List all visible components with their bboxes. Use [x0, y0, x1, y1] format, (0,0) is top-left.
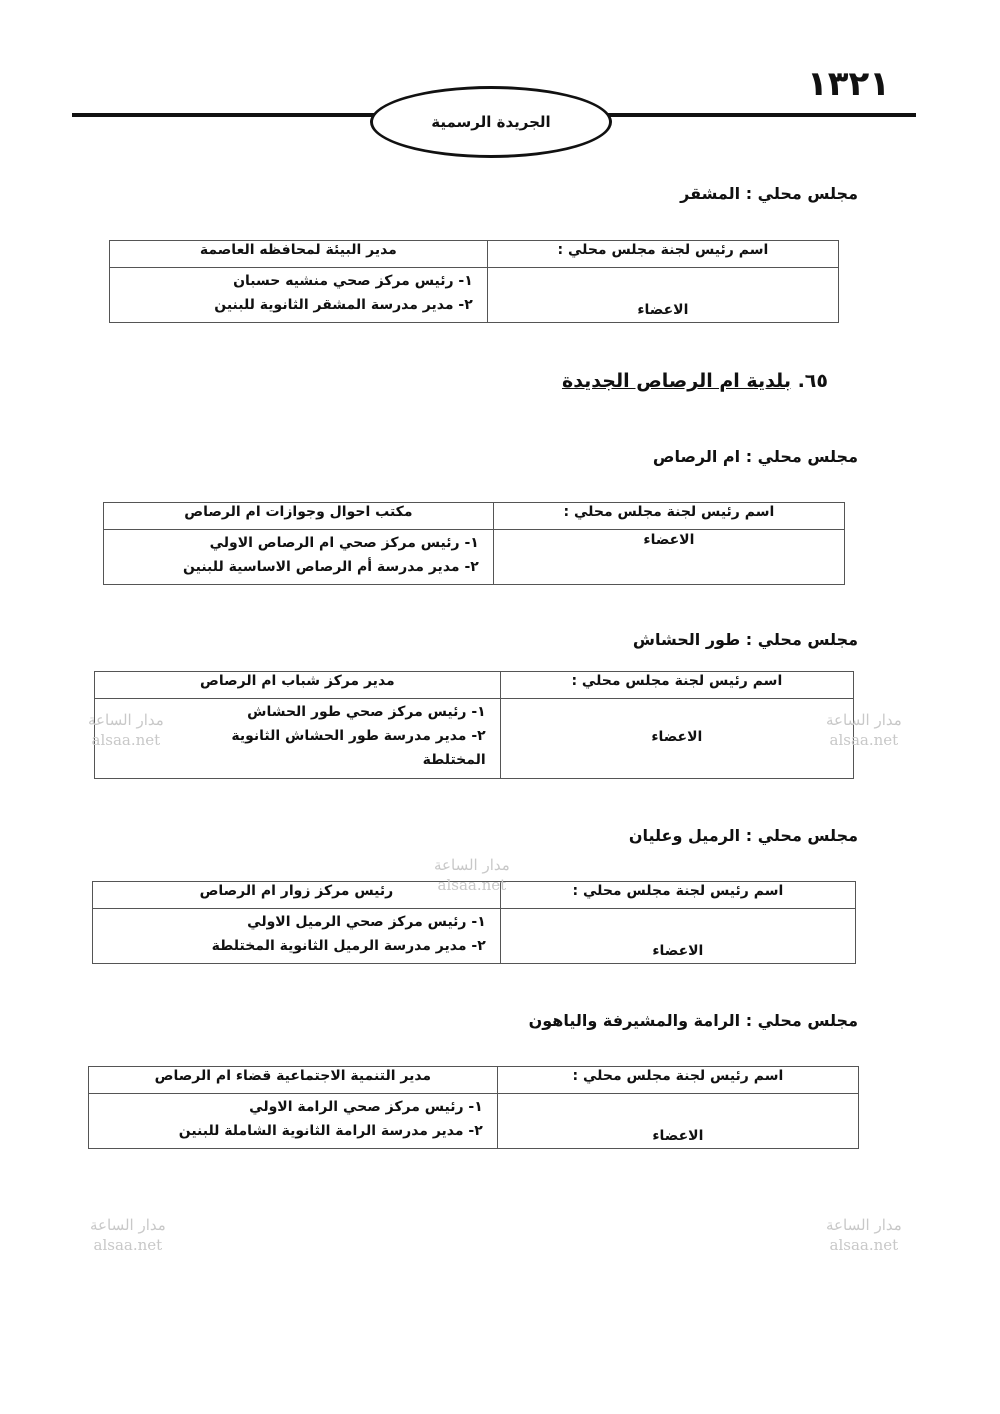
members-list: [93, 909, 501, 964]
watermark-line: alsaa.net: [93, 1236, 163, 1254]
council-table: [88, 1066, 859, 1149]
members-label: الاعضاء: [500, 909, 855, 964]
chair-label: اسم رئيس لجنة مجلس محلي :: [500, 882, 855, 909]
chair-value: مدير مركز شباب ام الرصاص: [95, 672, 501, 699]
member-item: ١- رئيس مركز صحي طور الحشاش: [247, 704, 486, 720]
watermark-line: alsaa.net: [437, 876, 507, 894]
chair-label: اسم رئيس لجنة مجلس محلي :: [487, 241, 838, 268]
members-label: الاعضاء: [493, 530, 844, 585]
section-heading: [562, 370, 828, 392]
watermark-line: مدار الساعة: [88, 711, 164, 729]
members-list: [89, 1094, 498, 1149]
members-label: الاعضاء: [497, 1094, 858, 1149]
chair-label: اسم رئيس لجنة مجلس محلي :: [493, 503, 844, 530]
member-item: ٢- مدير مدرسة طور الحشاش الثانوية: [231, 728, 486, 744]
page-number: ١٣٢١: [806, 64, 890, 104]
chair-value: رئيس مركز زوار ام الرصاص: [93, 882, 501, 909]
chair-label: اسم رئيس لجنة مجلس محلي :: [497, 1067, 858, 1094]
publication-title-oval: [370, 86, 612, 158]
members-list: [104, 530, 494, 585]
member-item: ١- رئيس مركز صحي منشيه حسبان: [233, 273, 473, 289]
section-name: بلدية ام الرصاص الجديدة: [561, 370, 791, 392]
chair-value: مكتب احوال وجوازات ام الرصاص: [104, 503, 494, 530]
section-number: ٦٥.: [797, 370, 828, 392]
chair-value: مدير التنمية الاجتماعية قضاء ام الرصاص: [89, 1067, 498, 1094]
council-title: مجلس محلي : ام الرصاص: [652, 447, 858, 466]
watermark-line: alsaa.net: [829, 731, 899, 749]
member-item: ١- رئيس مركز صحي الرميل الاولي: [247, 914, 486, 930]
member-item: ٢- مدير مدرسة أم الرصاص الاساسية للبنين: [183, 559, 479, 575]
member-item: ٢- مدير مدرسة الرميل الثانوية المختلطة: [211, 938, 486, 954]
watermark-line: مدار الساعة: [90, 1216, 166, 1234]
members-list: [110, 268, 488, 323]
watermark: [90, 1215, 166, 1255]
watermark-line: مدار الساعة: [826, 1216, 902, 1234]
publication-title: الجريدة الرسمية: [431, 113, 551, 131]
watermark: [434, 855, 510, 895]
chair-value: مدير البيئة لمحافظه العاصمة: [110, 241, 488, 268]
watermark: [88, 710, 164, 750]
council-title: مجلس محلي : طور الحشاش: [632, 630, 858, 649]
member-item: ١- رئيس مركز صحي الرامة الاولي: [249, 1099, 483, 1115]
watermark-line: مدار الساعة: [434, 856, 510, 874]
member-item: المختلطة: [422, 752, 486, 768]
chair-label: اسم رئيس لجنة مجلس محلي :: [500, 672, 853, 699]
watermark-line: alsaa.net: [91, 731, 161, 749]
members-label: الاعضاء: [500, 699, 853, 779]
watermark-line: alsaa.net: [829, 1236, 899, 1254]
member-item: ٢- مدير مدرسة المشقر الثانوية للبنين: [214, 297, 473, 313]
council-table: [103, 502, 845, 585]
members-label: الاعضاء: [487, 268, 838, 323]
member-item: ٢- مدير مدرسة الرامة الثانوية الشاملة للبنين: [178, 1123, 483, 1139]
council-title: مجلس محلي : الرميل وعليان: [628, 826, 858, 845]
member-item: ١- رئيس مركز صحي ام الرصاص الاولي: [209, 535, 479, 551]
council-title: مجلس محلي : الرامة والمشيرفة والياهون: [528, 1011, 858, 1030]
watermark: [826, 710, 902, 750]
council-title: مجلس محلي : المشقر: [680, 184, 858, 203]
council-table: [109, 240, 839, 323]
watermark-line: مدار الساعة: [826, 711, 902, 729]
council-table: [94, 671, 854, 779]
watermark: [826, 1215, 902, 1255]
